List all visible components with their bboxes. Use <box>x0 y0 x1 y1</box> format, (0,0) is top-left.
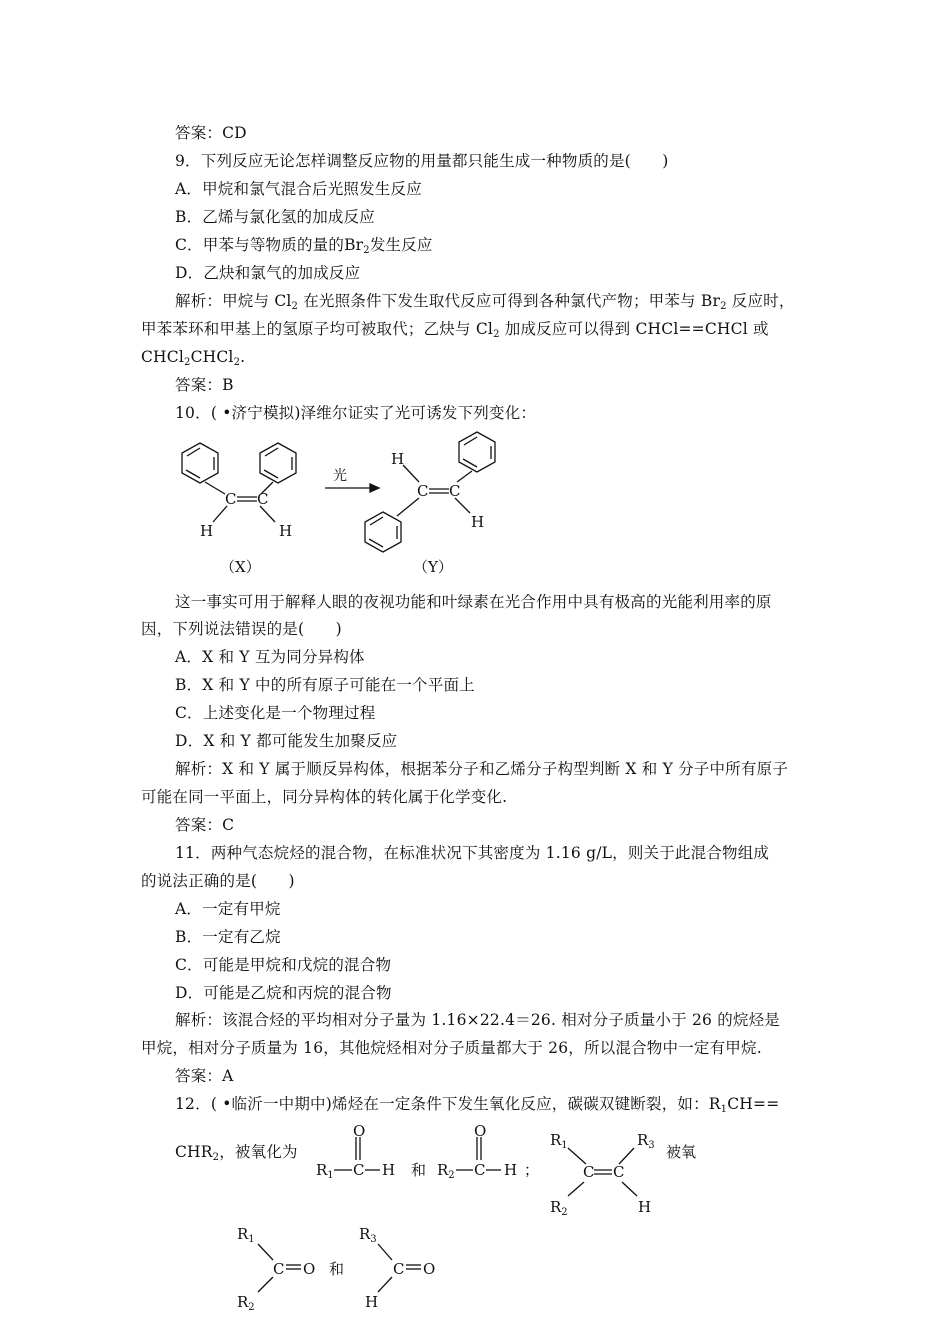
q10-answer: 答案：C <box>175 816 235 834</box>
q10-stem: 10．( •济宁模拟)泽维尔证实了光可诱发下列变化： <box>175 404 537 422</box>
q11-option-a: A．一定有甲烷 <box>175 900 281 918</box>
ald1-c: C <box>353 1161 365 1179</box>
q11-option-c: C．可能是甲烷和戊烷的混合物 <box>175 956 392 974</box>
alkene-h: H <box>638 1198 652 1216</box>
alkene-c1: C <box>583 1163 595 1181</box>
y-label: （Y） <box>413 558 453 576</box>
q10-analysis-line1: 解析：X 和 Y 属于顺反异构体，根据苯分子和乙烯分子构型判断 X 和 Y 分子中所有原子 <box>175 760 789 778</box>
q10-analysis-line2: 可能在同一平面上，同分异构体的转化属于化学变化. <box>141 788 508 806</box>
q10-option-b: B．X 和 Y 中的所有原子可能在一个平面上 <box>175 676 475 694</box>
x-atom-c2: C <box>257 490 269 508</box>
ald1-h: H <box>382 1161 396 1179</box>
q10-option-a: A．X 和 Y 互为同分异构体 <box>175 648 365 666</box>
y-atom-c1: C <box>417 482 429 500</box>
ald2-r: $R_2$ <box>437 1161 455 1181</box>
ketone-o: O <box>303 1260 316 1278</box>
q8-answer: 答案：CD <box>175 124 247 142</box>
ald2-c: C <box>474 1161 486 1179</box>
q9-stem: 9．下列反应无论怎样调整反应物的用量都只能生成一种物质的是( ) <box>175 152 669 170</box>
ald1-r: $R_1$ <box>316 1161 334 1181</box>
q10-text-line1: 这一事实可用于解释人眼的夜视功能和叶绿素在光合作用中具有极高的光能利用率的原 <box>175 593 772 611</box>
ald3-o: O <box>423 1260 436 1278</box>
x-atom-c1: C <box>225 490 237 508</box>
q11-stem-line1: 11．两种气态烷烃的混合物，在标准状况下其密度为 1.16 g/L，则关于此混合物组成 <box>175 844 770 862</box>
alkene-c2: C <box>613 1163 625 1181</box>
ald2-o: O <box>474 1124 487 1140</box>
q11-analysis-line1: 解析：该混合烃的平均相对分子量为 1.16×22.4＝26. 相对分子质量小于 26 的烷烃是 <box>175 1011 780 1029</box>
ald2-h: H <box>504 1161 518 1179</box>
alkene-r3: $R_3$ <box>637 1131 655 1151</box>
y-atom-h1: H <box>391 450 405 468</box>
arrow-label: 光 <box>333 468 347 484</box>
q11-analysis-line2: 甲烷，相对分子质量为 16，其他烷烃相对分子质量都大于 26，所以混合物中一定有甲烷. <box>141 1039 762 1057</box>
ald3-r3: $R_3$ <box>359 1225 377 1245</box>
y-atom-c2: C <box>449 482 461 500</box>
q12-structures-row1 <box>310 1124 710 1220</box>
q11-option-d: D．可能是乙烷和丙烷的混合物 <box>175 984 392 1002</box>
q12-stem: 12．( •临沂一中期中)烯烃在一定条件下发生氧化反应，碳碳双键断裂，如：$R_1CH==$ <box>175 1095 780 1115</box>
q11-option-b: B．一定有乙烷 <box>175 928 281 946</box>
and-word-1: 和 <box>411 1161 427 1179</box>
x-atom-h1: H <box>200 522 214 540</box>
ketone-r2: $R_2$ <box>237 1293 255 1313</box>
q10-option-d: D．X 和 Y 都可能发生加聚反应 <box>175 732 398 750</box>
q9-option-b: B．乙烯与氯化氢的加成反应 <box>175 208 375 226</box>
ald1-o: O <box>353 1124 366 1140</box>
ketone-c: C <box>273 1260 285 1278</box>
q9-option-a: A．甲烷和氯气混合后光照发生反应 <box>175 180 422 198</box>
semicolon: ； <box>524 1161 540 1179</box>
q10-reaction-figure <box>165 420 545 580</box>
and-word-2: 和 <box>329 1260 345 1278</box>
alkene-r2: $R_2$ <box>550 1198 568 1218</box>
y-atom-h2: H <box>471 513 485 531</box>
q11-answer: 答案：A <box>175 1067 234 1085</box>
ald3-h: H <box>365 1293 379 1311</box>
q9-analysis-line3: CHCl$_2$CHCl$_2$. <box>141 348 246 368</box>
ketone-r1: $R_1$ <box>237 1225 255 1245</box>
x-atom-h2: H <box>279 522 293 540</box>
q12-structures-row2 <box>225 1220 455 1315</box>
q9-answer: 答案：B <box>175 376 234 394</box>
q9-analysis-line1: 解析：甲烷与 $Cl_2$ 在光照条件下发生取代反应可得到各种氯代产物；甲苯与 $Br_2$ 反应时， <box>175 292 795 312</box>
ald3-c: C <box>393 1260 405 1278</box>
alkene-r1: $R_1$ <box>550 1131 568 1151</box>
q9-option-c: C．甲苯与等物质的量的$Br_2$发生反应 <box>175 236 433 256</box>
q10-text-line2: 因，下列说法错误的是( ) <box>141 620 342 638</box>
q11-stem-line2: 的说法正确的是( ) <box>141 872 295 890</box>
oxidized-word: 被氧 <box>666 1143 697 1161</box>
q9-analysis-line2: 甲苯苯环和甲基上的氢原子均可被取代；乙炔与 $Cl_2$ 加成反应可以得到 CHCl==CHCl 或 <box>141 320 769 340</box>
q12-line2-prefix: $CHR_2$，被氧化为 <box>175 1143 298 1163</box>
q9-option-d: D．乙炔和氯气的加成反应 <box>175 264 361 282</box>
x-label: （X） <box>220 558 261 576</box>
q10-option-c: C．上述变化是一个物理过程 <box>175 704 376 722</box>
